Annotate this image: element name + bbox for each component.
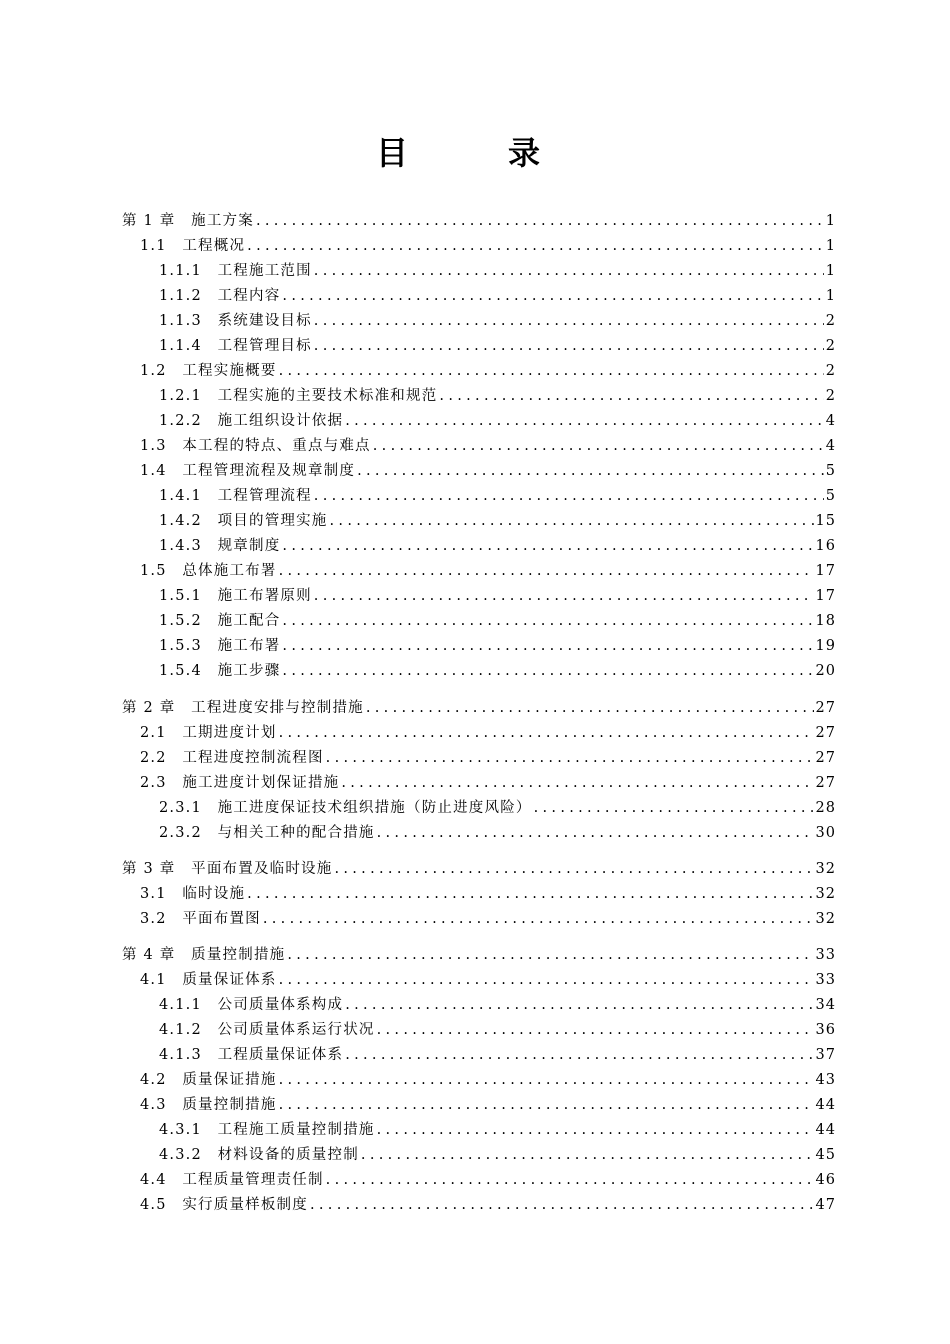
toc-page-number: 33 (815, 947, 836, 963)
toc-entry-subsection[interactable] (159, 284, 836, 308)
toc-entry-subsection[interactable] (159, 309, 836, 333)
toc-label: 4.2 质量保证措施 (140, 1072, 277, 1088)
toc-leader-dots (279, 1068, 814, 1092)
toc-entry-section[interactable] (140, 968, 836, 992)
toc-label: 1.4.3 规章制度 (159, 538, 281, 554)
toc-entry-subsection[interactable] (159, 509, 836, 533)
toc-label: 2.1 工期进度计划 (140, 725, 277, 741)
toc-page-number: 27 (815, 775, 836, 791)
page-title: 目 录 (375, 134, 574, 172)
toc-label: 4.1.3 工程质量保证体系 (159, 1047, 344, 1063)
toc-leader-dots (279, 1093, 814, 1117)
toc-leader-dots (357, 459, 824, 483)
toc-page-number: 28 (815, 800, 836, 816)
toc-page-number: 4 (825, 438, 836, 454)
toc-entry-subsection[interactable] (159, 609, 836, 633)
toc-leader-dots (377, 821, 814, 845)
toc-leader-dots (279, 721, 814, 745)
toc-leader-dots (345, 993, 813, 1017)
toc-leader-dots (377, 1118, 814, 1142)
toc-entry-subsection[interactable] (159, 1043, 836, 1067)
toc-page-number: 45 (815, 1147, 836, 1163)
toc-page-number: 20 (815, 663, 836, 679)
toc-entry-subsection[interactable] (159, 1018, 836, 1042)
toc-page-number: 1 (825, 238, 836, 254)
toc-leader-dots (341, 771, 813, 795)
toc-leader-dots (326, 746, 814, 770)
toc-label: 1.1.4 工程管理目标 (159, 338, 312, 354)
toc-leader-dots (282, 534, 813, 558)
toc-leader-dots (314, 334, 824, 358)
toc-entry-subsection[interactable] (159, 484, 836, 508)
toc-leader-dots (279, 559, 814, 583)
toc-page-number: 33 (815, 972, 836, 988)
toc-label: 1.1.3 系统建设目标 (159, 313, 312, 329)
toc-leader-dots (334, 857, 813, 881)
toc-leader-dots (279, 968, 814, 992)
toc-label: 4.1.1 公司质量体系构成 (159, 997, 344, 1013)
toc-page-number: 37 (815, 1047, 836, 1063)
toc-entry-section[interactable] (140, 907, 836, 931)
toc-entry-subsection[interactable] (159, 1118, 836, 1142)
toc-page-number: 1 (825, 213, 836, 229)
toc-page-number: 1 (825, 288, 836, 304)
toc-page-number: 30 (815, 825, 836, 841)
toc-leader-dots (345, 409, 824, 433)
toc-entry-section[interactable] (140, 434, 836, 458)
toc-entry-section[interactable] (140, 459, 836, 483)
toc-entry-subsection[interactable] (159, 634, 836, 658)
toc-entry-section[interactable] (140, 721, 836, 745)
toc-page-number: 1 (825, 263, 836, 279)
toc-label: 1.2 工程实施概要 (140, 363, 277, 379)
toc-entry-section[interactable] (140, 359, 836, 383)
toc-leader-dots (247, 882, 813, 906)
toc-leader-dots (361, 1143, 814, 1167)
toc-leader-dots (282, 659, 813, 683)
toc-page-number: 19 (815, 638, 836, 654)
toc-page-number: 2 (825, 388, 836, 404)
toc-label: 1.5.1 施工布署原则 (159, 588, 312, 604)
toc-leader-dots (282, 609, 813, 633)
toc-label: 第 4 章 质量控制措施 (122, 947, 286, 963)
toc-label: 第 2 章 工程进度安排与控制措施 (122, 700, 364, 716)
toc-page-number: 5 (825, 463, 836, 479)
toc-leader-dots (326, 1168, 814, 1192)
toc-entry-subsection[interactable] (159, 384, 836, 408)
toc-leader-dots (345, 1043, 813, 1067)
toc-label: 3.2 平面布置图 (140, 911, 261, 927)
toc-entry-section[interactable] (140, 1193, 836, 1217)
toc-entry-chapter[interactable] (122, 943, 836, 967)
toc-page-number: 17 (815, 563, 836, 579)
toc-label: 4.1.2 公司质量体系运行状况 (159, 1022, 375, 1038)
toc-page-number: 4 (825, 413, 836, 429)
toc-page-number: 16 (815, 538, 836, 554)
toc-page-number: 2 (825, 363, 836, 379)
toc-label: 4.4 工程质量管理责任制 (140, 1172, 324, 1188)
toc-page-number: 36 (815, 1022, 836, 1038)
toc-leader-dots (287, 943, 813, 967)
toc-entry-subsection[interactable] (159, 334, 836, 358)
toc-entry-section[interactable] (140, 1168, 836, 1192)
toc-entry-subsection[interactable] (159, 659, 836, 683)
toc-leader-dots (377, 1018, 814, 1042)
toc-entry-section[interactable] (140, 746, 836, 770)
toc-page-number: 46 (815, 1172, 836, 1188)
toc-page-number: 2 (825, 338, 836, 354)
toc-label: 1.1.1 工程施工范围 (159, 263, 312, 279)
toc-label: 1.5.2 施工配合 (159, 613, 281, 629)
toc-label: 第 1 章 施工方案 (122, 213, 254, 229)
toc-page-number: 17 (815, 588, 836, 604)
toc-page-number: 34 (815, 997, 836, 1013)
toc-label: 1.4.1 工程管理流程 (159, 488, 312, 504)
toc-leader-dots (279, 359, 824, 383)
toc-label: 1.2.2 施工组织设计依据 (159, 413, 344, 429)
toc-label: 3.1 临时设施 (140, 886, 246, 902)
toc-entry-subsection[interactable] (159, 259, 836, 283)
toc-page-number: 44 (815, 1097, 836, 1113)
toc-leader-dots (282, 634, 813, 658)
toc-entry-section[interactable] (140, 882, 836, 906)
toc-page-number: 44 (815, 1122, 836, 1138)
toc-leader-dots (310, 1193, 814, 1217)
toc-label: 2.3 施工进度计划保证措施 (140, 775, 340, 791)
toc-leader-dots (330, 509, 814, 533)
toc-entry-chapter[interactable] (122, 696, 836, 720)
toc-entry-section[interactable] (140, 559, 836, 583)
toc-entry-section[interactable] (140, 234, 836, 258)
toc-leader-dots (534, 796, 814, 820)
toc-entry-subsection[interactable] (159, 584, 836, 608)
toc-page-number: 27 (815, 700, 836, 716)
toc-entry-section[interactable] (140, 771, 836, 795)
toc-label: 1.2.1 工程实施的主要技术标准和规范 (159, 388, 438, 404)
toc-label: 2.3.2 与相关工种的配合措施 (159, 825, 375, 841)
toc-leader-dots (314, 309, 824, 333)
toc-leader-dots (314, 584, 814, 608)
toc-leader-dots (263, 907, 814, 931)
toc-page-number: 32 (815, 911, 836, 927)
toc-page-number: 32 (815, 886, 836, 902)
toc-label: 1.5.4 施工步骤 (159, 663, 281, 679)
toc-label: 4.5 实行质量样板制度 (140, 1197, 308, 1213)
toc-entry-section[interactable] (140, 1068, 836, 1092)
toc-label: 1.5.3 施工布署 (159, 638, 281, 654)
toc-leader-dots (247, 234, 824, 258)
toc-page-number: 27 (815, 750, 836, 766)
toc-label: 4.3.1 工程施工质量控制措施 (159, 1122, 375, 1138)
toc-entry-subsection[interactable] (159, 409, 836, 433)
toc-page-number: 32 (815, 861, 836, 877)
toc-leader-dots (373, 434, 824, 458)
toc-entry-chapter[interactable] (122, 857, 836, 881)
toc-page-number: 15 (815, 513, 836, 529)
toc-entry-chapter[interactable] (122, 209, 836, 233)
toc-label: 第 3 章 平面布置及临时设施 (122, 861, 333, 877)
toc-page-number: 47 (815, 1197, 836, 1213)
toc-label: 4.1 质量保证体系 (140, 972, 277, 988)
toc-page-number: 27 (815, 725, 836, 741)
toc-page-number: 43 (815, 1072, 836, 1088)
toc-leader-dots (314, 484, 824, 508)
toc-entry-subsection[interactable] (159, 993, 836, 1017)
toc-label: 1.1.2 工程内容 (159, 288, 281, 304)
toc-label: 2.3.1 施工进度保证技术组织措施（防止进度风险） (159, 800, 532, 816)
toc-leader-dots (439, 384, 823, 408)
toc-page-number: 18 (815, 613, 836, 629)
toc-leader-dots (366, 696, 814, 720)
toc-label: 1.4.2 项目的管理实施 (159, 513, 328, 529)
toc-entry-subsection[interactable] (159, 534, 836, 558)
toc-label: 4.3.2 材料设备的质量控制 (159, 1147, 359, 1163)
toc-entry-subsection[interactable] (159, 796, 836, 820)
toc-entry-subsection[interactable] (159, 821, 836, 845)
toc-leader-dots (314, 259, 824, 283)
toc-label: 4.3 质量控制措施 (140, 1097, 277, 1113)
toc-label: 1.1 工程概况 (140, 238, 246, 254)
toc-entry-subsection[interactable] (159, 1143, 836, 1167)
toc-entry-section[interactable] (140, 1093, 836, 1117)
toc-label: 1.4 工程管理流程及规章制度 (140, 463, 356, 479)
toc-leader-dots (256, 209, 824, 233)
toc-label: 1.5 总体施工布署 (140, 563, 277, 579)
toc-leader-dots (282, 284, 823, 308)
toc-label: 1.3 本工程的特点、重点与难点 (140, 438, 371, 454)
toc-page-number: 5 (825, 488, 836, 504)
toc-page-number: 2 (825, 313, 836, 329)
toc-label: 2.2 工程进度控制流程图 (140, 750, 324, 766)
